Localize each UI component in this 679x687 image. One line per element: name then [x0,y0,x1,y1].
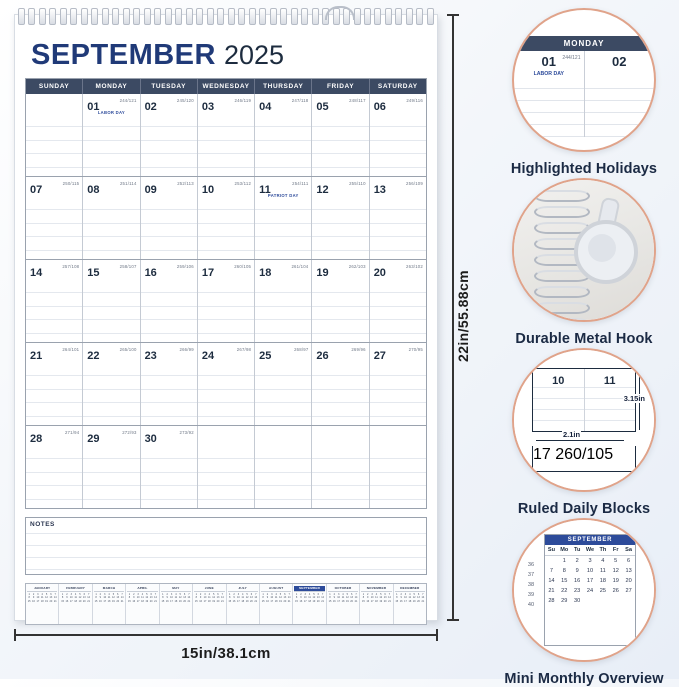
mini-day: 20 [625,578,632,584]
julian-date: 272/93 [122,430,137,435]
rule-lines [312,446,368,508]
weekday-label: Sa [622,545,635,556]
day-number: 30 [144,433,157,445]
mini-month [360,584,393,624]
rule-lines [83,197,139,259]
day-number: 10 [201,184,215,196]
mini-day: 27 [625,588,632,594]
rule-lines [198,446,254,508]
day-cell [26,426,83,508]
rule-lines [370,280,426,342]
day-cell [198,260,255,342]
rule-lines [26,280,82,342]
rule-lines [312,197,368,259]
mini-month [227,584,260,624]
day-number: 19 [316,267,329,279]
julian-date: 259/106 [176,264,194,269]
weekday-label: Mo [558,545,571,556]
width-dimension-label: 15in/38.1cm [181,645,271,662]
day-number: 02 [612,54,627,69]
day-cell [198,343,255,425]
mini-month-current [293,584,326,624]
mini-day: 17 [586,578,594,584]
mini-month [394,584,426,624]
julian-date: 245/120 [176,98,194,103]
julian-date: 269/96 [351,347,366,352]
mini-day: 29 [561,598,568,604]
rule-lines [141,114,197,176]
rule-lines [26,363,82,425]
mini-day: 22 [561,588,568,594]
rule-lines [312,363,368,425]
week-number: 36 [527,562,535,568]
holiday-label: LABOR DAY [533,71,564,77]
julian-date: 258/107 [119,264,137,269]
height-dimension-label: 22in/55.88cm [455,270,471,362]
mini-day: 10 [586,568,594,574]
rule-lines [198,363,254,425]
day-cell [533,369,585,431]
mini-month [26,584,59,624]
weekday-label: Th [596,545,609,556]
day-number: 14 [30,267,43,279]
feature-durable-metal-hook [500,178,668,347]
mini-day [622,596,635,606]
julian-date: 251/114 [119,181,137,186]
day-cell [83,343,140,425]
mini-day [584,596,597,606]
day-cell [255,177,312,259]
julian-date: 248/117 [349,98,366,103]
rule-lines [370,363,426,425]
mini-day: 8 [562,568,566,574]
year-overview-strip [25,583,427,625]
rule-lines [198,280,254,342]
rule-lines [312,280,368,342]
mini-day: 13 [625,568,632,574]
day-cell [370,177,426,259]
feature-image [512,518,656,662]
day-cell [141,177,198,259]
mini-month-title: JANUARY [27,586,57,592]
block-width-label: 2.1in [563,430,581,439]
rule-lines [255,446,311,508]
mini-day [596,596,609,606]
weekday-label: MONDAY [83,79,140,94]
rule-lines [83,280,139,342]
feature-caption: Mini Monthly Overview [504,671,664,687]
wall-calendar [14,14,438,621]
day-number: 02 [144,101,157,113]
weekday-label: FRIDAY [312,79,369,94]
mini-month [59,584,92,624]
rule-lines [312,114,368,176]
mini-month [93,584,126,624]
rule-lines [198,197,254,259]
day-number: 04 [259,101,272,113]
day-cell [83,426,140,508]
day-number: 12 [316,184,329,196]
rule-lines [370,446,426,508]
mini-day: 23 [574,588,581,594]
height-dimension-line [452,14,454,621]
mini-month-days: 1 2 3 4 5 6 7 8 9 10 11 12 13 14 15 16 17 18 19 20 21 [128,593,157,603]
day-number: 01 [87,101,100,113]
mini-week-row [545,566,635,576]
mini-day: 7 [549,568,553,574]
spiral-binding [14,8,438,24]
mini-month-days: 1 2 3 4 5 6 7 8 9 10 11 12 13 14 15 16 17 18 19 20 21 [295,593,324,603]
rule-lines [26,114,82,176]
calendar-year: 2025 [223,40,285,70]
calendar-grid [25,78,427,509]
day-number: 21 [30,350,43,362]
rule-lines [255,280,311,342]
julian-date: 266/99 [179,347,194,352]
day-cell [141,94,198,176]
day-number: 11 [603,375,616,387]
mini-month-days: 1 2 3 4 5 6 7 8 9 10 11 12 13 14 15 16 17 18 19 20 21 [395,593,425,603]
mini-day: 11 [599,568,606,574]
julian-date: 270/95 [408,347,423,352]
feature-image [512,8,656,152]
julian-date: 264/101 [62,347,80,352]
weekday-label: We [584,545,597,556]
rule-lines [83,114,139,176]
mini-day: 12 [612,568,619,574]
mini-day [545,556,558,566]
day-cell [514,51,585,137]
day-number: 13 [373,184,386,196]
mini-day: 14 [548,578,555,584]
mini-month-title: MARCH [94,586,124,592]
day-cell [533,446,613,471]
day-cell [312,426,369,508]
mini-month-days: 1 2 3 4 5 6 7 8 9 10 11 12 13 14 15 16 17 18 19 20 21 [261,593,291,603]
julian-date: 244/121 [562,55,581,61]
mini-month-title: FEBRUARY [60,586,90,592]
mini-day: 6 [627,558,631,564]
weekday-label: THURSDAY [255,79,312,94]
weekday-label: SUNDAY [26,79,83,94]
week-numbers [522,560,540,610]
week-number: 39 [527,592,535,598]
mini-month [193,584,226,624]
mini-month-days: 1 2 3 4 5 6 7 8 9 10 11 12 13 14 15 16 17 18 19 20 21 [362,593,391,603]
mini-day: 15 [561,578,568,584]
julian-date: 247/118 [291,98,309,103]
day-cell [26,343,83,425]
mini-day: 30 [574,598,581,604]
day-number: 18 [259,267,272,279]
mini-month-title: SEPTEMBER [294,586,324,592]
rule-lines [514,77,584,137]
julian-date: 260/105 [234,264,252,269]
mini-day: 28 [548,598,555,604]
mini-month-title: DECEMBER [395,586,425,592]
feature-image [512,348,656,492]
julian-date: 257/108 [62,264,80,269]
rule-lines [255,363,311,425]
mini-day: 18 [599,578,606,584]
day-number: 22 [87,350,100,362]
hook-photo [514,180,654,320]
weekday-label: WEDNESDAY [198,79,255,94]
day-number: 01 [541,54,556,69]
day-number: 08 [87,184,100,196]
day-cell [198,177,255,259]
day-number: 06 [373,101,386,113]
day-cell [198,426,255,508]
mini-day: 2 [575,558,579,564]
rule-lines [141,446,197,508]
width-dimension-line [14,634,438,636]
mini-month [327,584,360,624]
julian-date: 273/92 [179,430,194,435]
day-cell [141,426,198,508]
mini-day: 16 [574,578,581,584]
julian-date: 249/116 [406,98,423,103]
day-cell [255,260,312,342]
width-arrow [536,440,624,441]
day-cell [26,260,83,342]
day-number: 05 [316,101,329,113]
julian-date: 255/110 [349,181,366,186]
weekday-label: SATURDAY [377,83,418,90]
rule-lines [370,114,426,176]
mini-week-row [545,556,635,566]
mini-month-days: 1 2 3 4 5 6 7 8 9 10 11 12 13 14 15 16 17 18 19 20 21 [61,593,91,603]
day-cell [312,260,369,342]
mini-month-title: JUNE [194,586,224,592]
weekday-label: Tu [571,545,584,556]
mini-month-title: JULY [228,586,258,592]
julian-date: 244/121 [119,98,137,103]
day-number: 24 [201,350,215,362]
day-cell [312,94,369,176]
notes-section [25,517,427,575]
julian-date: 268/97 [294,347,309,352]
day-cell [198,94,255,176]
block-height-label: 3.15in [623,394,645,403]
rule-lines [26,197,82,259]
mini-month-title: SEPTEMBER [545,535,635,545]
day-number: 10 [552,375,565,387]
mini-week-row [545,576,635,586]
feature-highlighted-holidays [500,8,668,177]
weekday-label: TUESDAY [141,79,198,94]
feature-mini-monthly-overview [500,518,668,687]
day-number: 28 [30,433,43,445]
weekday-label: Su [545,545,558,556]
feature-caption: Ruled Daily Blocks [517,501,651,517]
weekday-header: MONDAY [514,36,654,51]
rule-lines [585,77,655,137]
mini-month-title: NOVEMBER [361,586,391,592]
week-number: 38 [527,582,535,588]
day-cell [83,177,140,259]
rule-lines [83,446,139,508]
day-number: 09 [144,184,157,196]
mini-month-days: 1 2 3 4 5 6 7 8 9 10 11 12 13 14 15 16 17 18 19 20 21 [194,593,224,603]
julian-date: 265/100 [119,347,137,352]
day-number: 27 [373,350,386,362]
day-number: 07 [30,184,43,196]
julian-date: 252/113 [177,181,194,186]
mini-day: 26 [612,588,619,594]
mini-month-days: 1 2 3 4 5 6 7 8 9 10 11 12 13 14 15 16 17 18 19 20 21 [161,593,191,603]
calendar-week-row [26,343,426,426]
day-number: 03 [201,101,215,113]
julian-date: 261/104 [291,264,309,269]
day-number: 25 [259,350,272,362]
julian-date: 246/119 [234,98,252,103]
mini-day: 4 [601,558,605,564]
day-number: 11 [259,184,271,196]
weekday-header-row [26,79,426,94]
rule-lines [141,280,197,342]
day-cell [585,51,655,137]
mini-day: 24 [586,588,594,594]
day-cell [26,94,83,176]
holiday-label: LABOR DAY [97,110,126,115]
day-number: 15 [87,267,100,279]
julian-date: 267/98 [236,347,252,352]
metal-hook-icon [574,220,638,284]
day-number: 16 [144,267,157,279]
mini-week-row [545,586,635,596]
mini-month-title: OCTOBER [328,586,358,592]
julian-date: 253/112 [234,181,252,186]
mini-month-days: 1 2 3 4 5 6 7 8 9 10 11 12 13 14 15 16 17 18 19 20 21 [94,593,124,603]
day-cell [255,343,312,425]
day-number: 20 [373,267,386,279]
mini-month [160,584,193,624]
mini-month-days: 1 2 3 4 5 6 7 8 9 10 11 12 13 14 15 16 17 18 19 20 21 [27,593,57,603]
mini-month [260,584,293,624]
julian-date: 260/105 [555,446,614,463]
julian-date: 256/109 [406,181,423,186]
mini-month-days: 1 2 3 4 5 6 7 8 9 10 11 12 13 14 15 16 17 18 19 20 21 [228,593,258,603]
day-number: 29 [87,433,100,445]
rule-lines [26,446,82,508]
feature-ruled-daily-blocks [500,348,668,517]
rule-lines [141,363,197,425]
holiday-label: PATRIOT DAY [267,193,299,198]
feature-caption: Highlighted Holidays [510,161,658,177]
day-cell [370,94,426,176]
rule-lines [141,197,197,259]
julian-date: 254/111 [292,181,309,186]
day-number: 23 [144,350,157,362]
day-number: 26 [316,350,329,362]
rule-lines [370,197,426,259]
day-cell [255,94,312,176]
mini-month-days: 1 2 3 4 5 6 7 8 9 10 11 12 13 14 15 16 17 18 19 20 21 [328,593,358,603]
feature-image [512,178,656,322]
mini-week-row [545,596,635,606]
day-cell [370,426,426,508]
rule-lines [255,197,311,259]
rule-lines [255,114,311,176]
day-cell [83,260,140,342]
calendar-week-row [26,177,426,260]
day-cell [26,177,83,259]
mini-month [126,584,159,624]
julian-date: 250/115 [62,181,80,186]
julian-date: 271/94 [64,430,80,435]
rule-lines [83,363,139,425]
julian-date: 262/103 [348,264,366,269]
calendar-week-row [26,260,426,343]
notes-label: NOTES [30,521,55,528]
mini-weekday-row [545,545,635,556]
mini-month-title: MAY [161,586,191,592]
mini-day: 5 [614,558,618,564]
julian-date: 263/102 [406,264,423,269]
calendar-month: SEPTEMBER [31,39,216,71]
mini-day: 19 [612,578,619,584]
day-cell-pair-lower [532,446,636,472]
day-number: 17 [201,267,215,279]
mini-day: 25 [599,588,606,594]
day-cell [312,177,369,259]
mini-month-title: APRIL [127,586,157,592]
day-cell [141,343,198,425]
mini-day: 3 [588,558,592,564]
rule-lines [198,114,254,176]
week-number: 37 [527,572,535,578]
mini-day: 21 [548,588,555,594]
day-cell-pair [532,368,636,432]
mini-month-card [514,520,654,660]
day-cell [255,426,312,508]
week-number: 40 [527,602,535,608]
day-cell [370,343,426,425]
block-diagram [514,350,654,490]
mini-day: 1 [562,558,566,564]
calendar-week-row [26,426,426,509]
feature-caption: Durable Metal Hook [515,331,653,347]
day-cell [312,343,369,425]
mini-day [609,596,622,606]
day-number: 17 [533,446,551,463]
calendar-week-row [26,94,426,177]
mini-month-title: AUGUST [261,586,291,592]
day-cell [141,260,198,342]
day-cell [370,260,426,342]
weekday-label: Fr [609,545,622,556]
mini-day: 9 [575,568,579,574]
day-cell [83,94,140,176]
